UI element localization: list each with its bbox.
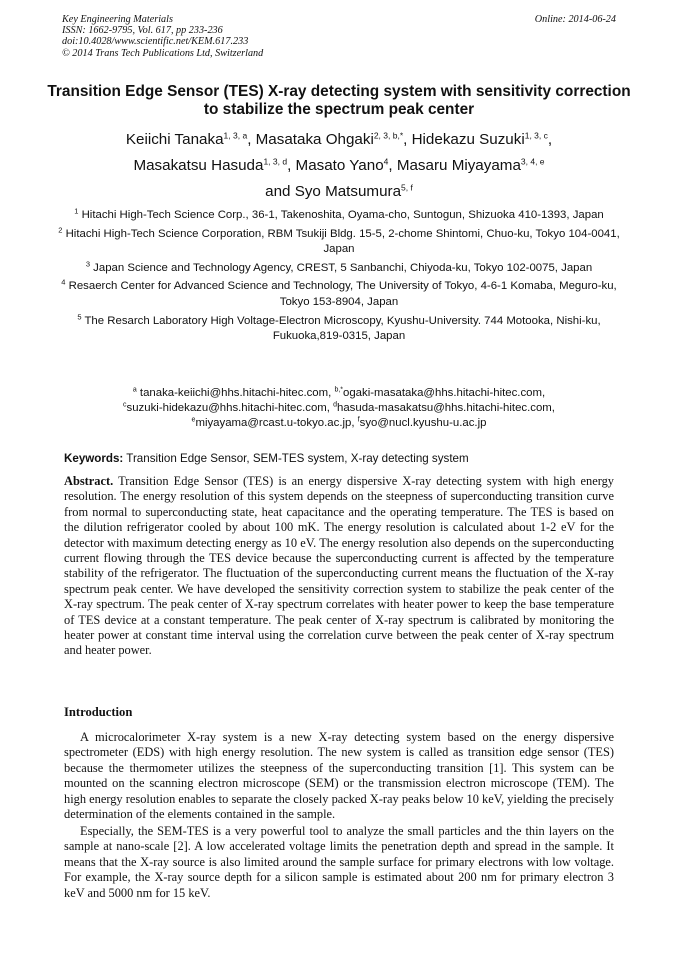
affiliation-text: Resaerch Center for Advanced Science and Technology, The University of Tokyo, 4-6-1 Komaba, Meguro-ku, Tokyo 153-8904, Japan — [68, 280, 617, 308]
author-name: Masataka Ohgaki — [255, 131, 374, 148]
author-line-2 — [40, 153, 638, 179]
email-sup: c — [123, 401, 127, 409]
keywords-text: Transition Edge Sensor, SEM-TES system, X-ray detecting system — [123, 452, 469, 465]
abstract-text: Transition Edge Sensor (TES) is an energy dispersive X-ray detecting system with high energy resolution. The energy resolution of this system depends on the steepness of superconducting transition curve from normal to superconducting state, heat capacitance and the operating temperature. The TES is based on the dilution refrigerator cooled by about 100 mK. The energy resolution is calculated about 1-2 eV for the detector with maximum detecting energy as 10 eV. The energy resolution also depends on the superconducting current flowing through the TES device because the superconducting current is affected by the temperature stability of the refrigerator. The fluctuation of the superconducting current means the fluctuation of the X-ray spectrum peak center. We have developed the sensitivity correction system to stabilize the peak center of the X-ray spectrum. The peak center of X-ray spectrum correlates with heater power to keep the base temperature of TES device at a constant temperature. The peak center of X-ray spectrum is calibrated by monitoring the heater power at constant time interval using the correlation curve between the peak center of X-ray spectrum and heater power. — [64, 474, 614, 658]
email-line-3 — [40, 416, 638, 431]
author-affil-sup: 1, 3, d — [263, 156, 288, 167]
author-line-3 — [40, 179, 638, 205]
affiliation-number: 3 — [85, 259, 90, 269]
affiliation-text: Japan Science and Technology Agency, CREST, 5 Sanbanchi, Chiyoda-ku, Tokyo 102-0075, Japan — [93, 261, 593, 274]
affiliation-number: 2 — [58, 225, 63, 235]
email-address[interactable]: miyayama@rcast.u-tokyo.ac.jp, — [195, 417, 358, 429]
author-prefix: and — [265, 183, 295, 200]
affiliation-text: Hitachi High-Tech Science Corporation, RBM Tsukiji Bldg. 15-5, 2-chome Shintomi, Chuo-ku, Tokyo 104-0041, Japan — [65, 227, 620, 256]
affiliation-text: Hitachi High-Tech Science Corp., 36-1, Takenoshita, Oyama-cho, Suntogun, Shizuoka 410-1393, Japan — [81, 209, 604, 221]
journal-name: Key Engineering Materials — [62, 14, 173, 25]
issn-line: ISSN: 1662-9795, Vol. 617, pp 233-236 — [62, 25, 223, 37]
email-line-1 — [40, 386, 638, 401]
affiliation-text: The Resarch Laboratory High Voltage-Electron Microscopy, Kyushu-University. 744 Motooka, Nishi-ku, Fukuoka,819-0315, Japan — [84, 314, 601, 343]
author-separator: , — [287, 157, 296, 174]
author-name: Masaru Miyayama — [396, 157, 521, 174]
affiliation-item — [50, 261, 628, 277]
affiliation-number: 4 — [61, 277, 66, 287]
doi-line: doi:10.4028/www.scientific.net/KEM.617.233 — [62, 36, 249, 48]
author-line-1 — [40, 127, 638, 153]
author-separator: , — [247, 131, 256, 148]
email-sup: d — [333, 401, 337, 409]
email-sup: e — [191, 416, 196, 424]
copyright-line: © 2014 Trans Tech Publications Ltd, Switzerland — [62, 47, 264, 59]
author-name: Masakatsu Hasuda — [133, 157, 264, 174]
email-sup: a — [132, 386, 137, 394]
keywords-line — [64, 452, 469, 466]
author-affil-sup: 3, 4, e — [520, 156, 545, 167]
online-date: Online: 2014-06-24 — [534, 14, 616, 25]
email-sup: f — [357, 416, 360, 424]
email-list — [40, 386, 638, 431]
body-paragraph: Especially, the SEM-TES is a very powerful tool to analyze the small particles and the thin layers on the sample at nano-scale [2]. A low accelerated voltage limits the penetration depth and spread in the sample. It means that the X-ray source is also limited around the sample surface for primary electrons with low voltage. For example, the X-ray source depth for a silicon sample is estimated about 200 nm for primary electron 3 keV and 5000 nm for 15 keV. — [64, 824, 614, 900]
author-affil-sup: 4 — [383, 156, 389, 167]
journal-header — [62, 14, 263, 59]
author-name: Masato Yano — [295, 157, 384, 174]
section-heading-introduction: Introduction — [64, 705, 133, 719]
email-address[interactable]: suzuki-hidekazu@hhs.hitachi-hitec.com, — [126, 402, 334, 414]
author-separator: , — [547, 131, 553, 148]
affiliation-item — [50, 208, 628, 224]
email-address[interactable]: syo@nucl.kyushu-u.ac.jp — [359, 417, 487, 429]
author-affil-sup: 1, 3, c — [524, 130, 548, 141]
affiliation-item — [50, 279, 628, 310]
author-affil-sup: 1, 3, a — [223, 130, 248, 141]
email-address[interactable]: ogaki-masataka@hhs.hitachi-hitec.com, — [343, 387, 546, 399]
abstract-label: Abstract. — [64, 474, 114, 488]
author-separator: , — [388, 157, 397, 174]
author-affil-sup: 2, 3, b,* — [373, 130, 404, 141]
affiliation-list — [50, 208, 628, 348]
paper-title: Transition Edge Sensor (TES) X-ray detecting system with sensitivity correction to stabilize the spectrum peak center — [47, 83, 631, 118]
email-sup: b,* — [334, 386, 344, 394]
author-name: Keiichi Tanaka — [125, 131, 224, 148]
body-paragraph: A microcalorimeter X-ray system is a new X-ray detecting system based on the energy dispersive spectrometer (EDS) with high energy resolution. The new system is called as transition edge sensor (TES) because the thermometer utilizes the steepness of the superconducting transition [1]. This system can be mounted on the scanning electron microscope (SEM) or the transmission electron microscope (TEM). The high energy resolution enables to separate the closely packed X-ray peaks below 10 keV, yielding the precisely determination of the elements contained in the sample. — [64, 730, 614, 822]
author-affil-sup: 5, f — [401, 182, 413, 193]
email-address[interactable]: tanaka-keiichi@hhs.hitachi-hitec.com, — [139, 387, 335, 399]
email-address[interactable]: hasuda-masakatsu@hhs.hitachi-hitec.com, — [337, 402, 555, 414]
affiliation-item — [50, 227, 628, 258]
keywords-label: Keywords: — [64, 452, 124, 465]
affiliation-item — [50, 314, 628, 345]
author-separator: , — [403, 131, 412, 148]
affiliation-number: 5 — [77, 312, 82, 322]
author-name: Syo Matsumura — [294, 183, 402, 200]
email-line-2 — [40, 401, 638, 416]
author-name: Hidekazu Suzuki — [411, 131, 525, 148]
affiliation-number: 1 — [74, 206, 79, 216]
author-list — [40, 127, 638, 205]
abstract-paragraph — [64, 474, 614, 659]
